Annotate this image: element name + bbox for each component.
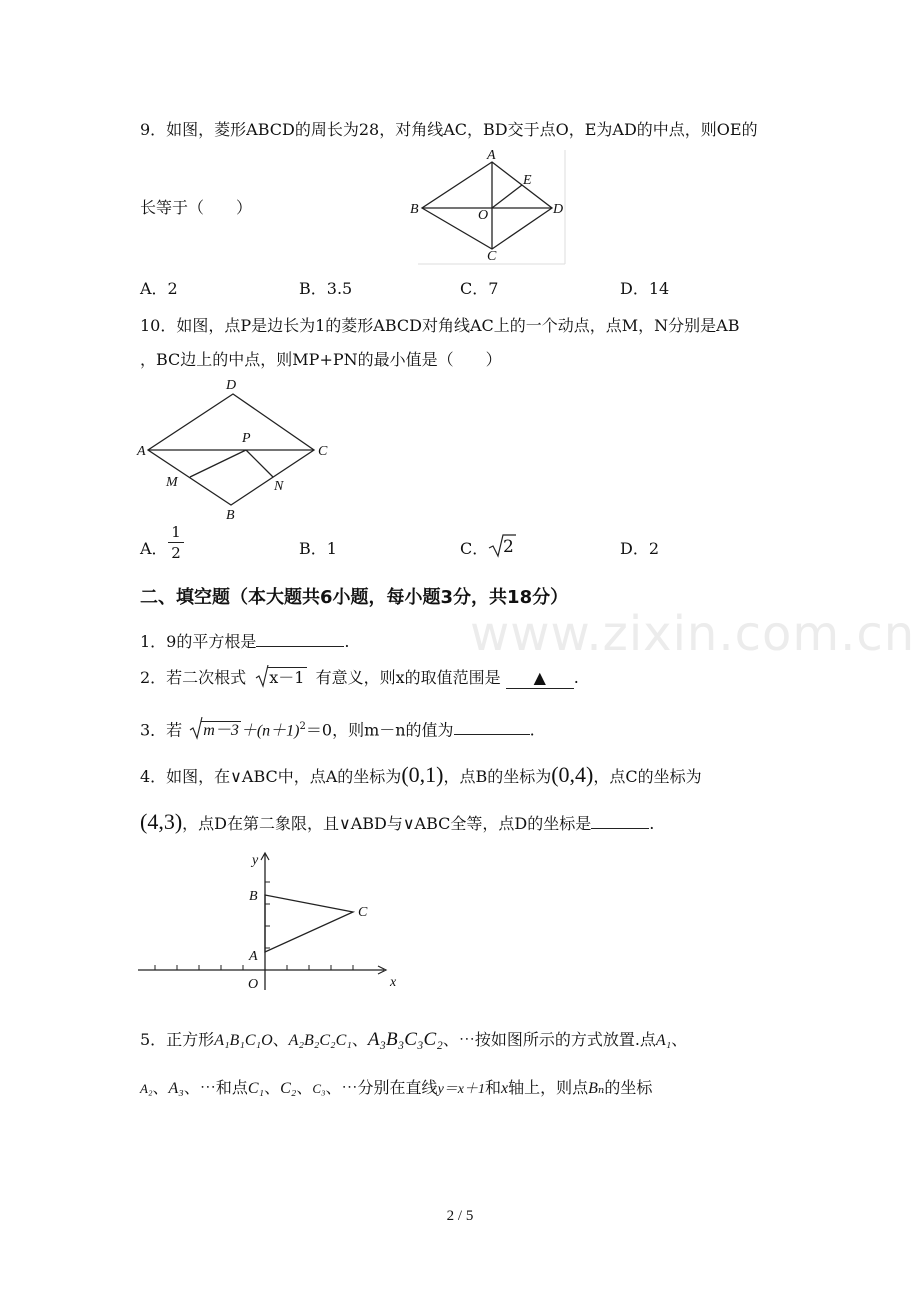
q10-option-c-radicand: 2 [503, 537, 514, 557]
square-2: A₂B₂C₂C₁ [288, 1032, 352, 1049]
x-variable: x [501, 1080, 509, 1097]
q10-option-d: D．2 [620, 539, 660, 558]
label-b: B [410, 202, 419, 217]
label-o: O [478, 208, 489, 223]
fill-4-line2 [140, 809, 655, 834]
point-bn: Bₙ [588, 1080, 605, 1097]
segment-mp [190, 450, 246, 477]
q9-option-c: C．7 [460, 279, 499, 298]
label-a: A [137, 444, 146, 459]
q9-line1: 9．如图，菱形ABCD的周长为28，对角线AC，BD交于点O，E为AD的中点，则OE的 [140, 120, 758, 139]
q10-line2: ，BC边上的中点，则MP+PN的最小值是（ ） [140, 350, 502, 369]
fill-2-answer-blank [506, 668, 574, 689]
x-axis-ticks [155, 965, 353, 970]
fill-2-radicand: x－1 [269, 668, 305, 687]
triangle-icon: ▲ [533, 668, 546, 687]
fill-4-a: 4．如图，在∨ABC中，点A的坐标为 [140, 767, 402, 786]
fill-5-sep4: 、 [152, 1078, 169, 1097]
q9-option-b: B．3.5 [299, 279, 353, 298]
point-a3: A₃ [168, 1080, 184, 1097]
fill-5-sep5: 、 [264, 1078, 281, 1097]
label-x: x [390, 975, 397, 990]
fill-3-blank [454, 718, 530, 735]
fill-3-pre: 3．若 [140, 720, 183, 740]
q9-rhombus-figure [410, 148, 570, 266]
fill-1-text: 1．9的平方根是 [140, 632, 257, 651]
label-c: C [487, 249, 497, 264]
point-c3: C₃ [312, 1081, 326, 1096]
q9-option-d: D．14 [620, 279, 670, 298]
point-c2: C₂ [280, 1080, 297, 1097]
q10-rhombus-figure [134, 374, 339, 524]
fill-2-mid: 有意义，则x的取值范围是 [315, 668, 501, 687]
square-1: A₁B₁C₁O [214, 1032, 273, 1049]
label-m: M [166, 475, 178, 490]
fill-5-sep1: 、 [272, 1030, 289, 1049]
section-2-title: 二、填空题（本大题共6小题，每小题3分，共18分） [140, 587, 569, 608]
fill-4-end: . [649, 814, 655, 833]
label-e: E [523, 173, 532, 188]
label-d: D [226, 378, 237, 393]
fill-5-mid2: 、⋯和点 [183, 1078, 248, 1097]
fill-3 [140, 717, 535, 741]
triangle-abc [265, 895, 353, 952]
label-b: B [226, 508, 235, 523]
fill-4-coordinate-figure [134, 850, 406, 998]
coord-b: (0,4) [551, 762, 594, 787]
point-c1: C₁ [247, 1080, 265, 1097]
fill-5-pre: 5．正方形 [140, 1030, 215, 1049]
q10-line1: 10．如图，点P是边长为1的菱形ABCD对角线AC上的一个动点，点M，N分别是AB [140, 316, 740, 335]
label-p: P [242, 431, 251, 446]
label-d: D [553, 202, 564, 217]
square-3: A₃B₃C₃C₂ [367, 1029, 443, 1050]
fill-4-line1 [140, 762, 702, 787]
sqrt-icon [255, 665, 269, 689]
label-y: y [252, 853, 259, 868]
label-a: A [487, 148, 496, 163]
fill-3-exponent: 2 [299, 721, 306, 732]
fill-1-blank [256, 630, 344, 647]
fill-3-end: . [529, 720, 535, 740]
fill-1-end: . [344, 632, 350, 651]
q10-option-b: B．1 [299, 539, 337, 558]
fraction-numerator: 1 [171, 523, 181, 541]
segment-oe [492, 185, 522, 208]
q10-option-a-fraction [168, 523, 184, 562]
coord-a: (0,1) [401, 762, 444, 787]
line-equation: y＝x＋1 [437, 1082, 485, 1097]
label-c: C [318, 444, 328, 459]
fill-2 [140, 668, 579, 689]
y-axis-ticks [265, 882, 270, 948]
option-a-prefix: A． [140, 539, 168, 558]
point-a1: A₁ [655, 1032, 672, 1049]
coord-c: (4,3) [140, 809, 183, 834]
fill-2-sqrt [255, 668, 306, 688]
q9-line2: 长等于（ ） [140, 198, 253, 217]
fill-1 [140, 630, 349, 652]
fill-5-mid4: 和 [485, 1078, 502, 1097]
fill-2-pre: 2．若二次根式 [140, 668, 247, 687]
fill-4-line2-text: ，点D在第二象限，且∨ABD与∨ABC全等，点D的坐标是 [182, 814, 592, 833]
fill-5-sep3: 、 [671, 1030, 688, 1049]
fill-5-line2 [140, 1078, 652, 1100]
fill-3-sqrt [189, 720, 241, 741]
watermark: www.zixin.com.cn [470, 606, 916, 662]
label-c: C [358, 905, 368, 920]
q9-option-a: A．2 [140, 279, 178, 298]
segment-pn [246, 450, 273, 477]
fill-5-sep6: 、 [296, 1078, 313, 1097]
fill-5-mid3: 、⋯分别在直线 [325, 1078, 438, 1097]
fill-4-b: ，点B的坐标为 [443, 767, 552, 786]
q10-option-c [460, 536, 488, 559]
option-c-prefix: C． [460, 539, 489, 558]
label-a: A [249, 949, 258, 964]
fill-3-plus: ＋(n＋1) [240, 722, 300, 740]
fill-5-mid5: 轴上，则点 [508, 1078, 589, 1097]
fill-5-mid1: 、⋯按如图所示的方式放置.点 [442, 1030, 656, 1049]
point-a2: A₂ [140, 1081, 153, 1096]
page-number: 2 / 5 [446, 1208, 474, 1224]
fill-4-c: ，点C的坐标为 [593, 767, 702, 786]
fill-5-end: 的坐标 [604, 1078, 653, 1097]
fraction-denominator: 2 [171, 544, 181, 562]
q10-option-a [140, 536, 168, 559]
label-n: N [274, 479, 284, 494]
fill-5-line1 [140, 1030, 687, 1051]
fill-5-sep2: 、 [351, 1030, 368, 1049]
fill-4-blank [591, 812, 649, 829]
label-b: B [249, 889, 258, 904]
fill-3-radicand: m－3 [203, 722, 239, 740]
sqrt-icon [189, 717, 203, 741]
fill-2-end: . [573, 668, 579, 687]
label-o: O [248, 977, 259, 992]
rhombus-abcd [422, 162, 552, 249]
fill-3-eq: ＝0，则m－n的值为 [305, 720, 454, 740]
